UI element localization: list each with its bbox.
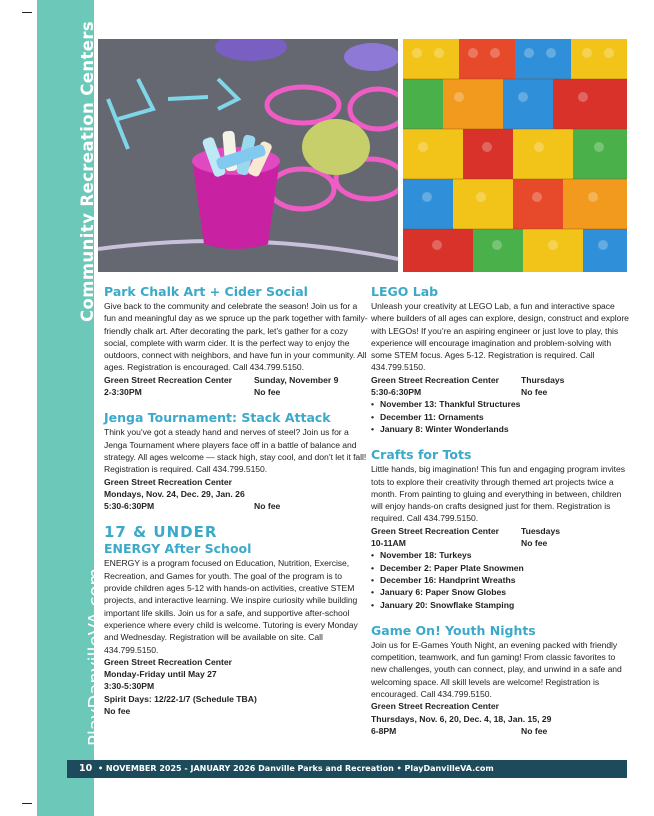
jenga-event <box>104 410 369 512</box>
list-item: • November 18: Turkeys <box>371 549 629 561</box>
section-heading: 17 & UNDER <box>104 523 218 542</box>
energy-event <box>104 524 369 717</box>
crafts-row-2 <box>371 537 629 549</box>
gameon-fee: No fee <box>521 725 548 736</box>
lego-day: Thursdays <box>521 374 565 385</box>
crafts-description: Little hands, big imagination! This fun and engaging program invites tots to explore their creativity through themed art projects twice a month. From painting to gluing and everything in between, children will enjoy hands-on crafts designed just for them. Registration is required. Call 434.799.5150. <box>371 464 625 524</box>
list-item: • December 2: Paper Plate Snowmen <box>371 562 629 574</box>
lego-fee: No fee <box>521 387 548 398</box>
jenga-title: Jenga Tournament: Stack Attack <box>104 410 331 426</box>
energy-schedule: Monday-Friday until May 27 <box>104 669 217 680</box>
lego-title: LEGO Lab <box>371 284 439 299</box>
list-item: • January 8: Winter Wonderlands <box>371 423 629 435</box>
lego-location: Green Street Recreation Center <box>371 374 499 385</box>
jenga-time: 5:30-6:30PM <box>104 501 155 512</box>
energy-time: 3:30-5:30PM <box>104 681 155 692</box>
chalk-art-event <box>104 284 369 398</box>
lego-time: 5:30-6:30PM <box>371 387 422 398</box>
crafts-location: Green Street Recreation Center <box>371 525 499 536</box>
energy-location: Green Street Recreation Center <box>104 656 232 667</box>
jenga-fee: No fee <box>254 501 281 512</box>
chalk-art-row-1 <box>104 374 369 386</box>
gameon-time: 6-8PM <box>371 725 397 736</box>
sidebar-title: Community Recreation Centers <box>78 20 97 322</box>
crafts-event <box>371 447 629 611</box>
crafts-sessions <box>371 549 629 610</box>
gameon-location: Green Street Recreation Center <box>371 701 499 712</box>
gameon-dates: Thursdays, Nov. 6, 20, Dec. 4, 18, Jan. 15, 29 <box>371 713 552 724</box>
chalk-bucket-photo <box>98 39 398 272</box>
jenga-row <box>104 500 369 512</box>
list-item: • December 11: Ornaments <box>371 411 629 423</box>
lego-sessions <box>371 398 629 435</box>
list-item: • January 20: Snowflake Stamping <box>371 599 629 611</box>
list-item: • November 13: Thankful Structures <box>371 398 629 410</box>
energy-fee: No fee <box>104 706 131 717</box>
energy-title: ENERGY After School <box>104 541 252 557</box>
sidebar-url: PlayDanvilleVA.com <box>85 568 106 746</box>
gameon-description: Join us for E-Games Youth Night, an evening packed with friendly competition, teamwork, and fun gaming! From classic favorites to new challenges, youth can connect, play, and unwind in a safe and welcoming space. All skill levels are welcome! Registration is encouraged. Call 434.799.5150. <box>371 639 622 700</box>
lego-description: Unleash your creativity at LEGO Lab, a fun and interactive space where builders of all ages can explore, design, construct and explore with LEGOs! If you’re an aspiring engineer or just love to play, this experience will encourage imagination and problem-solving with some STEM focus. Ages 5-12. Registration is required. Call 434.799.5150. <box>371 301 629 373</box>
chalk-art-description: Give back to the community and celebrate the season! Join us for a fun and meaningful day as we spruce up the park together with family-friendly chalk art. After decorating the park, let’s gather for a cozy social, complete with warm cider. It is the perfect way to enjoy the outdoors, connect with neighbors, and have fun in your community. All ages. Registration is encouraged. Call 434.799.5150. <box>104 301 368 373</box>
lego-row-1 <box>371 374 629 386</box>
crafts-title: Crafts for Tots <box>371 447 472 463</box>
crafts-time: 10-11AM <box>371 538 406 549</box>
gameon-event <box>371 623 629 737</box>
chalk-art-row-2 <box>104 386 369 398</box>
energy-description: ENERGY is a program focused on Education, Nutrition, Exercise, Recreation, and Games for youth. The goal of the program is to provide children ages 5-12 with hands-on activities, creative STEM projects, and interactive learning. We inspire curiosity while building important life skills. Join us for a safe, and supportive after-school experience where every child is welcome. Tutoring is every Monday and Wednesday. Registration will be available on site. Call 434.799.5150. <box>104 558 358 655</box>
right-column <box>371 284 629 749</box>
page-number: 10 <box>79 763 93 774</box>
gameon-row <box>371 725 629 737</box>
chalk-art-date: Sunday, November 9 <box>254 374 339 385</box>
list-item: • December 16: Handprint Wreaths <box>371 574 629 586</box>
gameon-title: Game On! Youth Nights <box>371 622 536 638</box>
lego-event <box>371 284 629 435</box>
chalk-art-location: Green Street Recreation Center <box>104 374 232 385</box>
crafts-row-1 <box>371 525 629 537</box>
jenga-description: Think you’ve got a steady hand and nerves of steel? Join us for a Jenga Tournament where players face off in a battle of balance and strategy. All ages welcome — stack high, stay cool, and don’t let it fall! Registration is required. Call 434.799.5150. <box>104 427 367 475</box>
jenga-location: Green Street Recreation Center <box>104 476 232 487</box>
crafts-fee: No fee <box>521 538 548 549</box>
crop-mark-bottom-h <box>22 803 32 804</box>
chalk-art-fee: No fee <box>254 387 281 398</box>
chalk-art-title: Park Chalk Art + Cider Social <box>104 284 308 299</box>
list-item: • January 6: Paper Snow Globes <box>371 586 629 598</box>
crop-mark-top-h <box>22 12 32 13</box>
footer-text: • NOVEMBER 2025 - JANUARY 2026 Danville Parks and Recreation • PlayDanvilleVA.com <box>98 764 494 773</box>
lego-row-2 <box>371 386 629 398</box>
jenga-dates: Mondays, Nov. 24, Dec. 29, Jan. 26 <box>104 488 245 499</box>
crafts-day: Tuesdays <box>521 525 561 536</box>
lego-bricks-photo <box>403 39 627 272</box>
chalk-art-time: 2-3:30PM <box>104 387 142 398</box>
left-column <box>104 284 369 729</box>
footer-bar <box>67 760 627 778</box>
energy-spirit-days: Spirit Days: 12/22-1/7 (Schedule TBA) <box>104 693 257 704</box>
